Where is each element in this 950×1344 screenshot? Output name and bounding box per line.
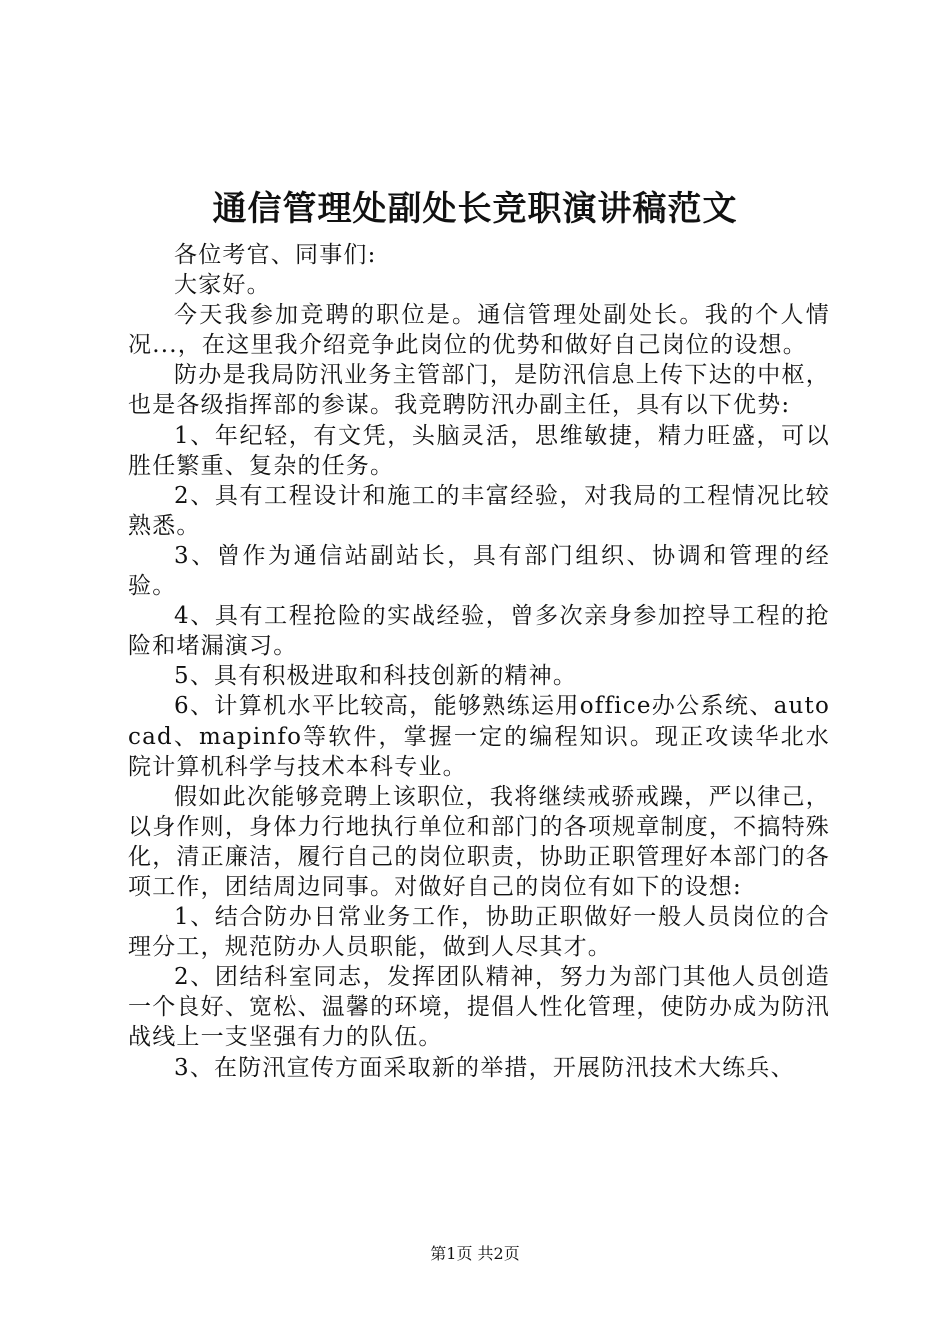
paragraph-advantage-3: 3、曾作为通信站副站长，具有部门组织、协调和管理的经验。 [128, 542, 830, 600]
paragraph-greeting: 各位考官、同事们: [174, 242, 377, 268]
paragraph-advantage-5: 5、具有积极进取和科技创新的精神。 [174, 663, 578, 690]
paragraph-plan-3: 3、在防汛宣传方面采取新的举措，开展防汛技术大练兵、 [174, 1054, 795, 1081]
document-body [128, 240, 830, 1083]
paragraph-advantage-4: 4、具有工程抢险的实战经验，曾多次亲身参加控导工程的抢险和堵漏演习。 [128, 603, 830, 660]
paragraph-advantage-1: 1、年纪轻，有文凭，头脑灵活，思维敏捷，精力旺盛，可以胜任繁重、复杂的任务。 [128, 422, 830, 479]
paragraph-intro: 今天我参加竞聘的职位是。通信管理处副处长。我的个人情况...，在这里我介绍竞争此岗位的优势和做好自己岗位的设想。 [128, 302, 830, 359]
paragraph-department: 防办是我局防汛业务主管部门，是防汛信息上传下达的中枢，也是各级指挥部的参谋。我竞聘防汛办副主任，具有以下优势: [128, 362, 830, 419]
paragraph-commitment: 假如此次能够竞聘上该职位，我将继续戒骄戒躁，严以律己，以身作则，身体力行地执行单位和部门的各项规章制度，不搞特殊化，清正廉洁，履行自己的岗位职责，协助正职管理好本部门的各项工作，团结周边同事。对做好自己的岗位有如下的设想: [128, 783, 830, 900]
paragraph-plan-2: 2、团结科室同志，发挥团队精神，努力为部门其他人员创造一个良好、宽松、温馨的环境，提倡人性化管理，使防办成为防汛战线上一支坚强有力的队伍。 [128, 964, 830, 1051]
document-title: 通信管理处副处长竞职演讲稿范文 [212, 189, 738, 229]
page-footer: 第1页 共2页 [430, 1244, 520, 1263]
paragraph-advantage-2: 2、具有工程设计和施工的丰富经验，对我局的工程情况比较熟悉。 [128, 482, 830, 539]
paragraph-advantage-6: 6、计算机水平比较高，能够熟练运用office办公系统、autocad、mapinfo等软件，掌握一定的编程知识。现正攻读华北水院计算机科学与技术本科专业。 [128, 693, 830, 780]
paragraph-plan-1: 1、结合防办日常业务工作，协助正职做好一般人员岗位的合理分工，规范防办人员职能，做到人尽其才。 [128, 904, 830, 961]
paragraph-hello: 大家好。 [174, 272, 271, 299]
